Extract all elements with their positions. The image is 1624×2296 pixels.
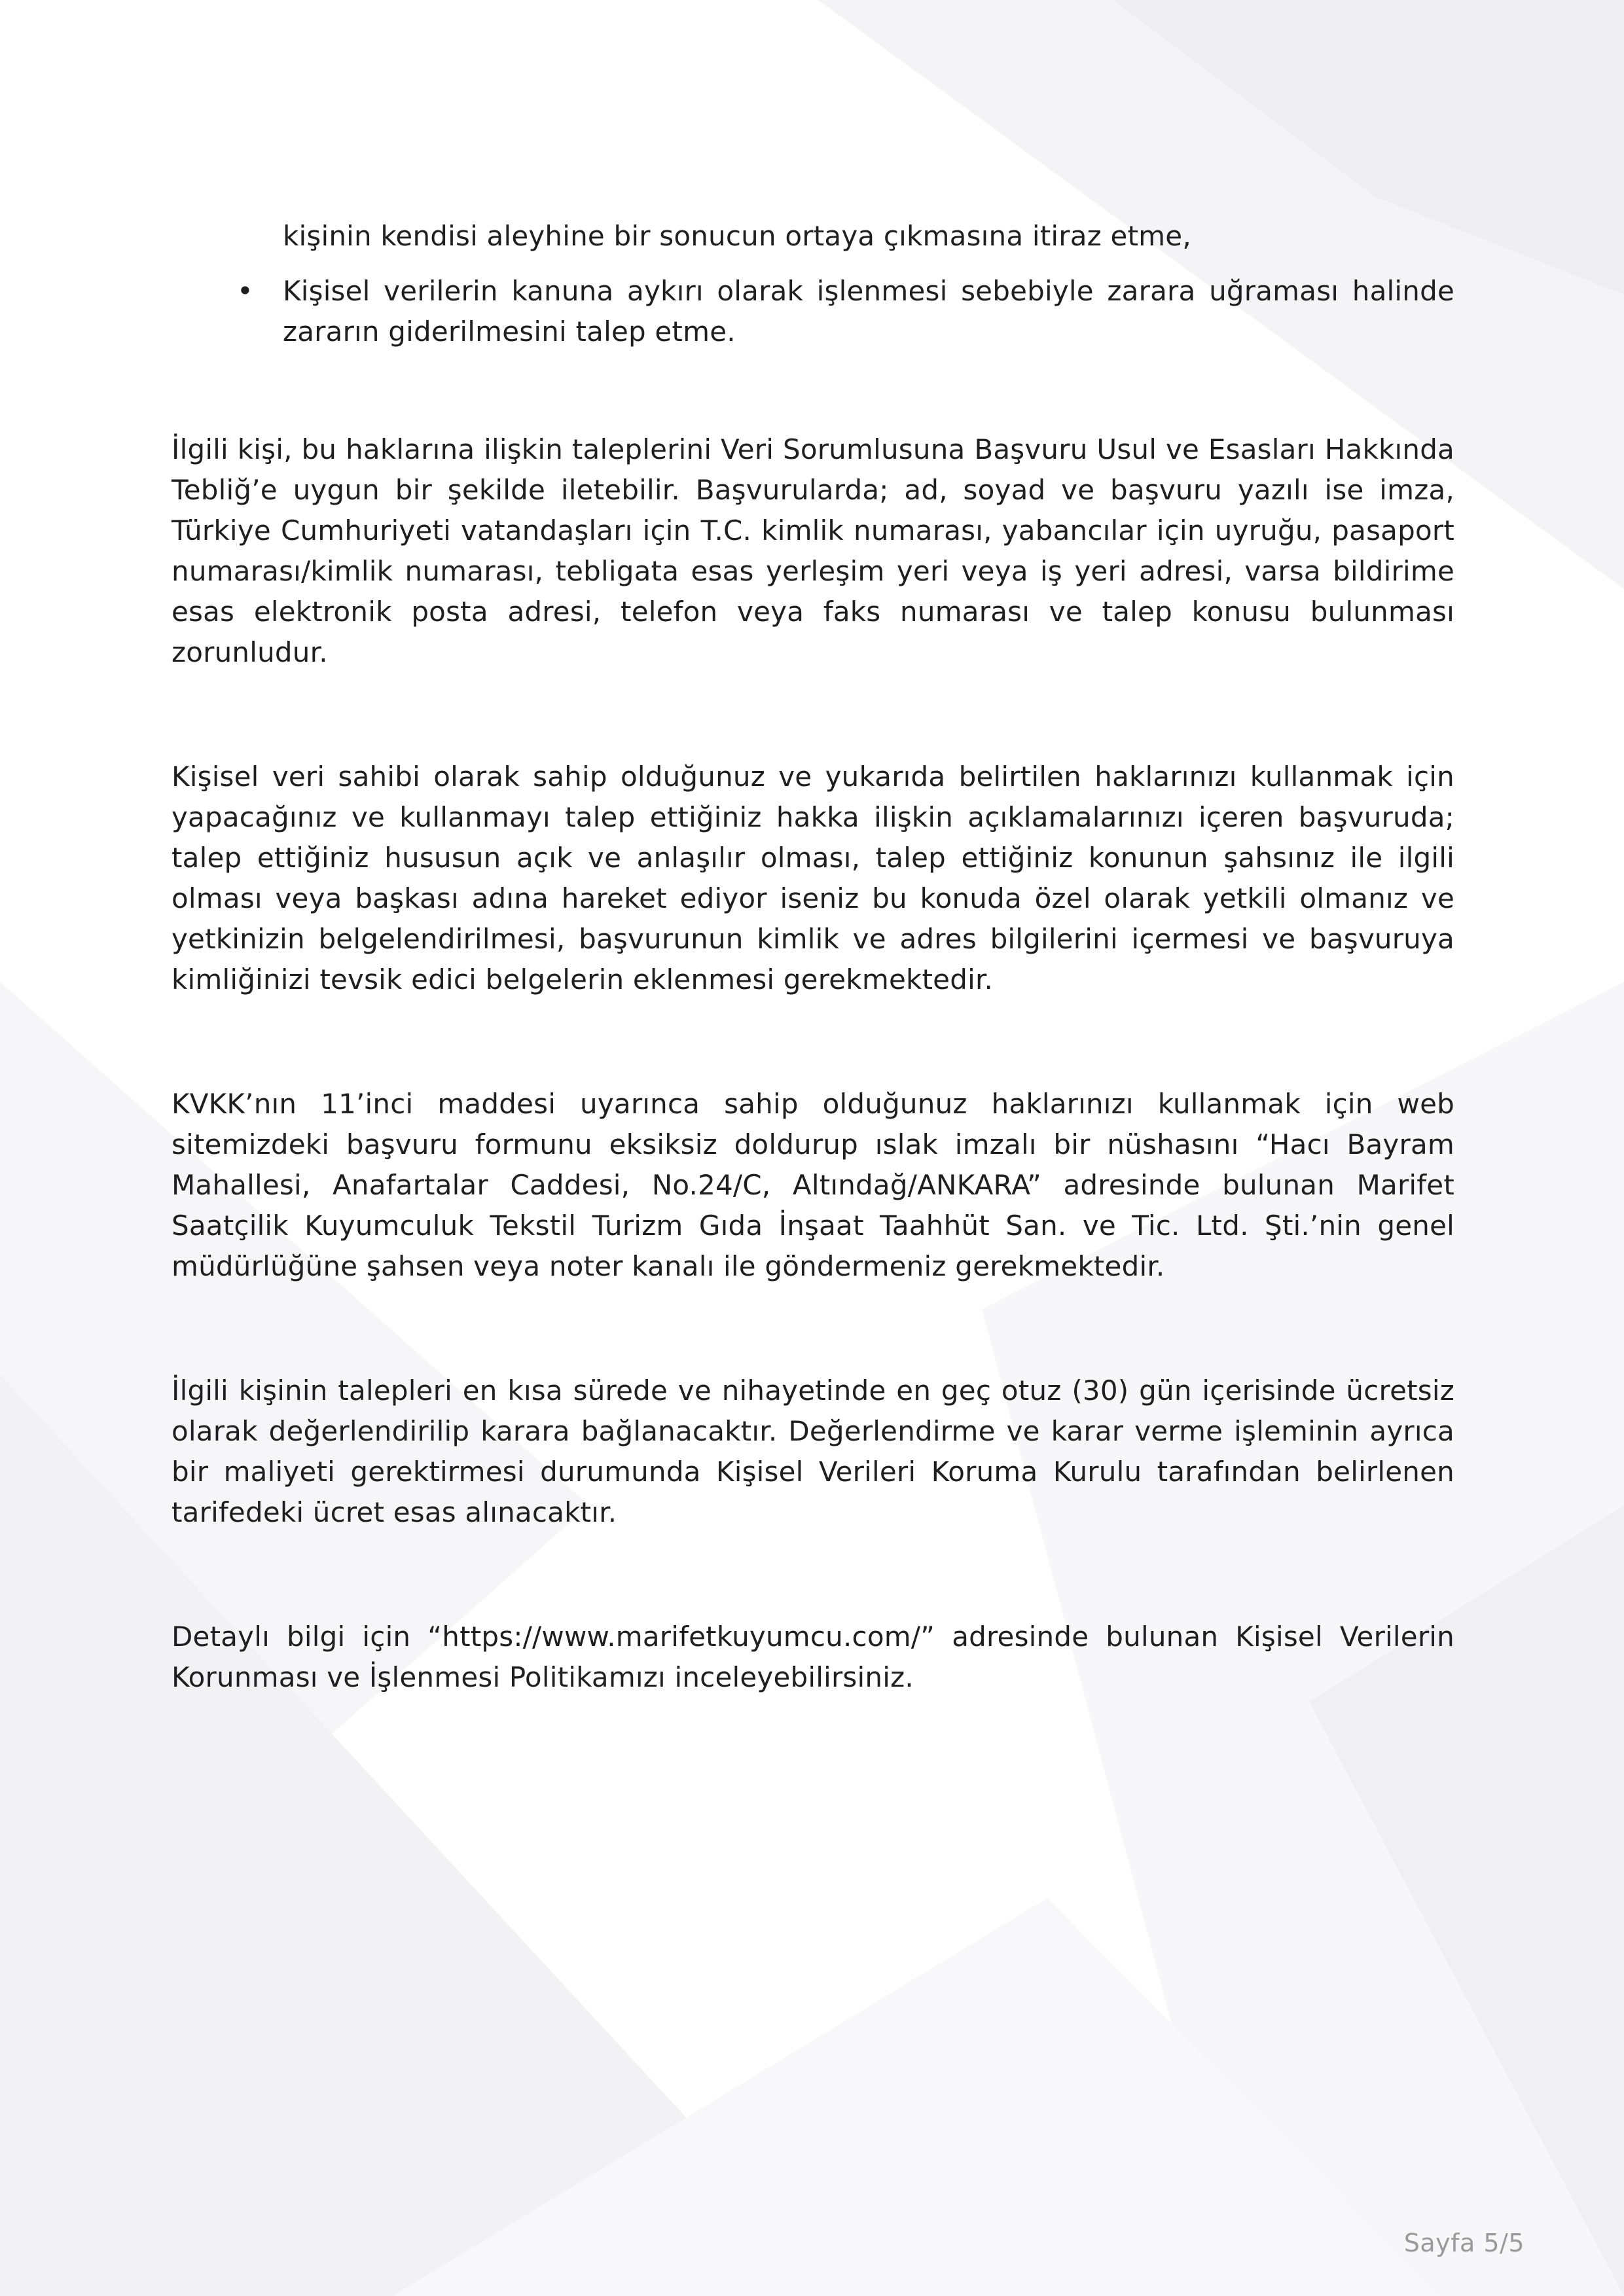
list-item-text: Kişisel verilerin kanuna aykırı olarak işlenmesi sebebiyle zarara uğraması halinde zararın giderilmesini talep etme. — [283, 275, 1454, 348]
document-body — [171, 216, 1454, 1698]
bullet-icon: • — [237, 275, 253, 307]
paragraph-application-content: Kişisel veri sahibi olarak sahip olduğunuz ve yukarıda belirtilen haklarınızı kullanmak için yapacağınız ve kullanmayı talep ettiğiniz hakka ilişkin açıklamalarınızı içeren başvuruda; talep ettiğiniz hususun açık ve anlaşılır olması, talep ettiğiniz konunun şahsınız ile ilgili olması veya başkası adına hareket ediyor iseniz bu konuda özel olarak yetkili olmanız ve yetkinizin belgelendirilmesi, başvurunun kimlik ve adres bilgilerini içermesi ve başvuruya kimliğinizi tevsik edici belgelerin eklenmesi gerekmektedir. — [171, 761, 1454, 996]
paragraph-application-requirements: İlgili kişi, bu haklarına ilişkin taleplerini Veri Sorumlusuna Başvuru Usul ve Esasları Hakkında Tebliğ’e uygun bir şekilde iletebilir. Başvurularda; ad, soyad ve başvuru yazılı ise imza, Türkiye Cumhuriyeti vatandaşları için T.C. kimlik numarası, yabancılar için uyruğu, pasaport numarası/kimlik numarası, tebligata esas yerleşim yeri veya iş yeri adresi, varsa bildirime esas elektronik posta adresi, telefon veya faks numarası ve talep konusu bulunması zorunludur. — [171, 433, 1454, 668]
list-continuation-line: kişinin kendisi aleyhine bir sonucun ortaya çıkmasına itiraz etme, — [283, 220, 1191, 252]
list-item — [171, 271, 1454, 352]
paragraph-response-time: İlgili kişinin talepleri en kısa sürede ve nihayetinde en geç otuz (30) gün içerisinde ücretsiz olarak değerlendirilip karara bağlanacaktır. Değerlendirme ve karar verme işleminin ayrıca bir maliyeti gerektirmesi durumunda Kişisel Verileri Koruma Kurulu tarafından belirlenen tarifedeki ücret esas alınacaktır. — [171, 1374, 1454, 1528]
paragraph-detailed-info: Detaylı bilgi için “https://www.marifetkuyumcu.com/” adresinde bulunan Kişisel Verilerin Korunması ve İşlenmesi Politikamızı inceleyebilirsiniz. — [171, 1621, 1454, 1693]
page-number: Sayfa 5/5 — [1403, 2229, 1525, 2257]
paragraph-application-address: KVKK’nın 11’inci maddesi uyarınca sahip olduğunuz haklarınızı kullanmak için web sitemizdeki başvuru formunu eksiksiz doldurup ıslak imzalı bir nüshasını “Hacı Bayram Mahallesi, Anafartalar Caddesi, No.24/C, Altındağ/ANKARA” adresinde bulunan Marifet Saatçilik Kuyumculuk Tekstil Turizm Gıda İnşaat Taahhüt San. ve Tic. Ltd. Şti.’nin genel müdürlüğüne şahsen veya noter kanalı ile göndermeniz gerekmektedir. — [171, 1088, 1454, 1282]
